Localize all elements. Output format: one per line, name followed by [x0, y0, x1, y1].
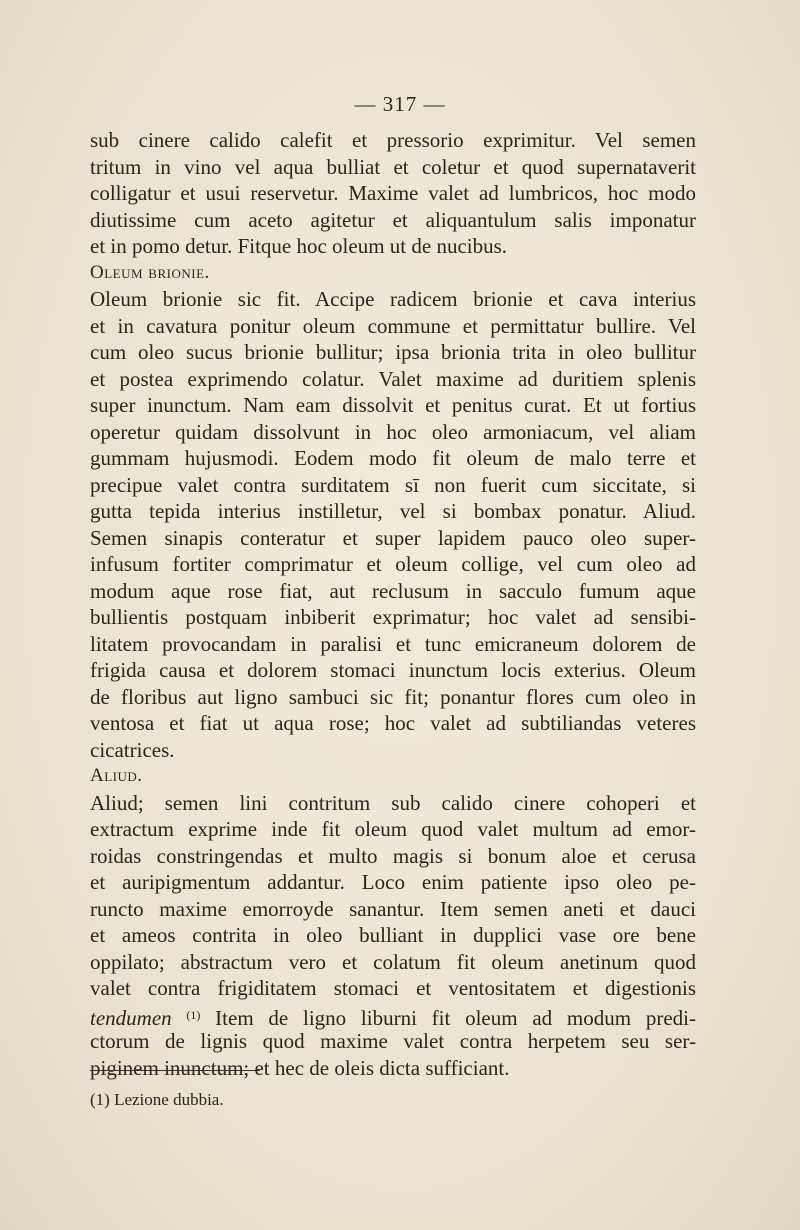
text-line: Oleum brionie sic fit. Accipe radicem brionie et cava interius	[90, 287, 696, 311]
section-heading: Oleum brionie.	[90, 261, 210, 283]
text-line: extractum exprime inde fit oleum quod valet multum ad emor-	[90, 817, 696, 841]
text-line: super inunctum. Nam eam dissolvit et penitus curat. Et ut fortius	[90, 393, 696, 417]
text-line: et postea exprimendo colatur. Valet maxime ad duritiem splenis	[90, 366, 696, 391]
text-line: ctorum de lignis quod maxime valet contra herpetem seu ser-	[90, 1029, 696, 1053]
text-line: et auripigmentum addantur. Loco enim patiente ipso oleo pe-	[90, 870, 696, 894]
text-line: gutta tepida interius instilletur, vel si bombax ponatur. Aliud.	[90, 499, 696, 523]
page-number: — 317 —	[354, 92, 446, 116]
text-line: piginem inunctum; et hec de oleis dicta sufficiant.	[90, 1055, 510, 1080]
text-line: cum oleo sucus brionie bullitur; ipsa brionia trita in oleo bullitur	[90, 340, 696, 364]
text-line: Aliud; semen lini contritum sub calido cinere cohoperi et	[90, 790, 696, 815]
text-line: ventosa et fiat ut aqua rose; hoc valet ad subtiliandas veteres	[90, 711, 696, 735]
text-line: infusum fortiter comprimatur et oleum collige, vel cum oleo ad	[90, 552, 696, 576]
footnote-marker: (1)	[186, 1007, 201, 1022]
footnote-rule	[90, 1070, 260, 1071]
text-line: et in cavatura ponitur oleum commune et permittatur bullire. Vel	[90, 313, 696, 338]
text-line: colligatur et usui reservetur. Maxime valet ad lumbricos, hoc modo	[90, 181, 696, 205]
text-line: bullientis postquam inbiberit exprimatur; hoc valet ad sensibi-	[90, 605, 696, 629]
footnote: (1) Lezione dubbia.	[90, 1090, 224, 1109]
text-line: roidas constringendas et multo magis si bonum aloe et cerusa	[90, 843, 696, 868]
text-line: precipue valet contra surditatem sī non fuerit cum siccitate, si	[90, 472, 696, 497]
text-line: gummam hujusmodi. Eodem modo fit oleum de malo terre et	[90, 446, 696, 470]
text-line: diutissime cum aceto agitetur et aliquantulum salis imponatur	[90, 207, 696, 232]
text-line: de floribus aut ligno sambuci sic fit; ponantur flores cum oleo in	[90, 684, 696, 709]
text-line: runcto maxime emorroyde sanantur. Item semen aneti et dauci	[90, 896, 696, 921]
text-line: Semen sinapis conteratur et super lapidem pauco oleo super-	[90, 525, 696, 550]
text-line: operetur quidam dissolvunt in hoc oleo armoniacum, vel aliam	[90, 419, 696, 444]
text-line: litatem provocandam in paralisi et tunc emicraneum dolorem de	[90, 631, 696, 656]
text-line	[90, 1002, 696, 1029]
body-text	[90, 127, 696, 1081]
text-line: oppilato; abstractum vero et colatum fit oleum anetinum quod	[90, 949, 696, 974]
text-line: valet contra frigiditatem stomaci et ventositatem et digestionis	[90, 976, 696, 1000]
text-line: frigida causa et dolorem stomaci inunctum locis exterius. Oleum	[90, 658, 696, 682]
text-line: et ameos contrita in oleo bulliant in dupplici vase ore bene	[90, 923, 696, 947]
text-line: tritum in vino vel aqua bulliat et coletur et quod supernataverit	[90, 154, 696, 179]
line-text: Item de ligno liburni fit oleum ad modum predi-	[200, 1005, 696, 1030]
italic-word: tendumen	[90, 1005, 172, 1030]
text-line: et in pomo detur. Fitque hoc oleum ut de nucibus.	[90, 234, 508, 258]
text-line: cicatrices.	[90, 737, 175, 762]
section-heading: Aliud.	[90, 765, 143, 786]
text-line: sub cinere calido calefit et pressorio exprimitur. Vel semen	[90, 128, 696, 152]
text-line: modum aque rose fiat, aut reclusum in sacculo fumum aque	[90, 578, 696, 603]
